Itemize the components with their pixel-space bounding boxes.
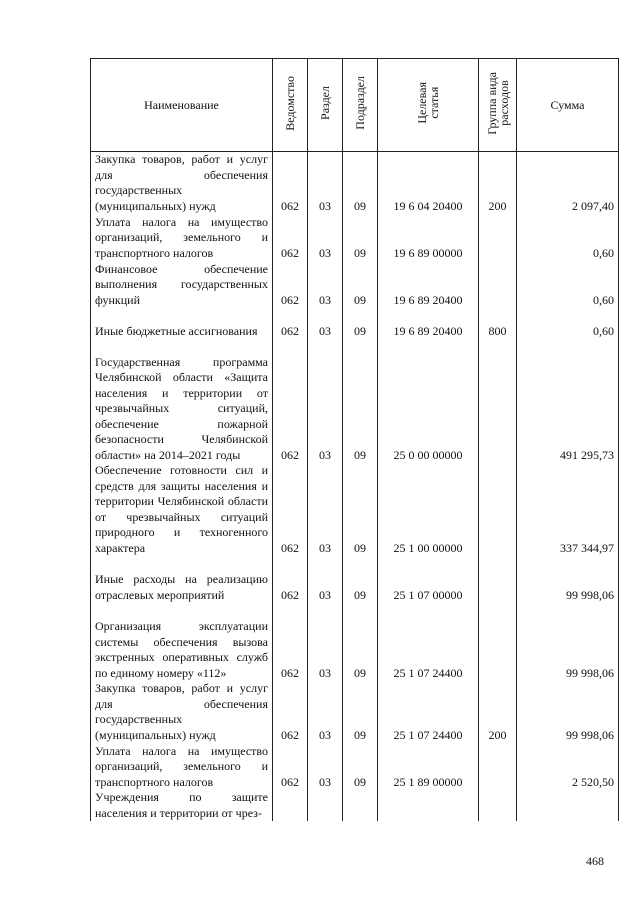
row-department: 062 <box>273 463 308 556</box>
header-name: Наименование <box>91 59 273 152</box>
header-section: Раздел <box>308 59 343 152</box>
table-row <box>91 339 619 463</box>
row-target-article: 19 6 89 20400 <box>378 308 479 339</box>
row-section: 03 <box>308 339 343 463</box>
row-department: 062 <box>273 743 308 790</box>
row-section: 03 <box>308 308 343 339</box>
row-section: 03 <box>308 152 343 215</box>
row-amount: 491 295,73 <box>517 339 619 463</box>
row-name: Уплата налога на имущество организаций, земельного и транспортного налогов <box>91 743 273 790</box>
row-name: Иные расходы на реализацию отраслевых мероприятий <box>91 556 273 603</box>
row-amount: 99 998,06 <box>517 556 619 603</box>
row-name: Иные бюджетные ассигнования <box>91 308 273 339</box>
row-department: 062 <box>273 339 308 463</box>
row-target-article: 25 1 07 24400 <box>378 681 479 743</box>
row-subsection: 09 <box>343 603 378 681</box>
row-name: Финансовое обеспечение выполнения государственных функций <box>91 261 273 308</box>
row-section <box>308 790 343 821</box>
row-target-article: 25 0 00 00000 <box>378 339 479 463</box>
header-amount: Сумма <box>517 59 619 152</box>
row-subsection: 09 <box>343 308 378 339</box>
row-expense-group <box>479 790 517 821</box>
row-subsection: 09 <box>343 681 378 743</box>
header-expense-group: Группа вида расходов <box>479 59 517 152</box>
row-name: Государственная программа Челябинской области «Защита населения и территории от чрезвычайных ситуаций, обеспечение пожарной безопасности Челябинской области» на 2014–2021 годы <box>91 339 273 463</box>
row-subsection: 09 <box>343 339 378 463</box>
row-name: Обеспечение готовности сил и средств для защиты населения и территории Челябинской области от чрезвычайных ситуаций природного и техногенного характера <box>91 463 273 556</box>
table-row <box>91 261 619 308</box>
row-amount: 337 344,97 <box>517 463 619 556</box>
row-expense-group <box>479 214 517 261</box>
row-section: 03 <box>308 681 343 743</box>
row-subsection: 09 <box>343 152 378 215</box>
row-name: Закупка товаров, работ и услуг для обеспечения государственных (муниципальных) нужд <box>91 681 273 743</box>
row-amount: 2 520,50 <box>517 743 619 790</box>
table-row <box>91 743 619 790</box>
row-amount: 0,60 <box>517 261 619 308</box>
row-section: 03 <box>308 463 343 556</box>
row-department: 062 <box>273 261 308 308</box>
row-department: 062 <box>273 556 308 603</box>
row-target-article: 25 1 89 00000 <box>378 743 479 790</box>
row-expense-group <box>479 603 517 681</box>
table-row <box>91 308 619 339</box>
row-section: 03 <box>308 556 343 603</box>
row-section: 03 <box>308 603 343 681</box>
row-amount <box>517 790 619 821</box>
row-expense-group: 200 <box>479 681 517 743</box>
row-subsection <box>343 790 378 821</box>
row-department: 062 <box>273 681 308 743</box>
table-row <box>91 603 619 681</box>
row-target-article: 25 1 00 00000 <box>378 463 479 556</box>
row-expense-group: 200 <box>479 152 517 215</box>
row-subsection: 09 <box>343 214 378 261</box>
row-amount: 0,60 <box>517 308 619 339</box>
table-header-row <box>91 59 619 152</box>
header-subsection: Подраздел <box>343 59 378 152</box>
row-amount: 2 097,40 <box>517 152 619 215</box>
row-target-article: 25 1 07 00000 <box>378 556 479 603</box>
row-expense-group: 800 <box>479 308 517 339</box>
page-number: 468 <box>586 854 604 868</box>
table-row <box>91 790 619 821</box>
row-department: 062 <box>273 152 308 215</box>
row-expense-group <box>479 556 517 603</box>
budget-table <box>90 58 619 821</box>
row-amount: 0,60 <box>517 214 619 261</box>
header-target-article: Целевая статья <box>378 59 479 152</box>
row-target-article: 19 6 89 00000 <box>378 214 479 261</box>
header-department: Ведомство <box>273 59 308 152</box>
row-target-article: 19 6 04 20400 <box>378 152 479 215</box>
row-name: Учреждения по защите населения и территории от чрез- <box>91 790 273 821</box>
row-department <box>273 790 308 821</box>
row-expense-group <box>479 339 517 463</box>
row-section: 03 <box>308 743 343 790</box>
row-amount: 99 998,06 <box>517 681 619 743</box>
row-subsection: 09 <box>343 556 378 603</box>
row-name: Организация эксплуатации системы обеспечения вызова экстренных оперативных служб по единому номеру «112» <box>91 603 273 681</box>
table-row <box>91 463 619 556</box>
row-target-article: 25 1 07 24400 <box>378 603 479 681</box>
row-department: 062 <box>273 603 308 681</box>
row-name: Уплата налога на имущество организаций, земельного и транспортного налогов <box>91 214 273 261</box>
row-subsection: 09 <box>343 463 378 556</box>
row-expense-group <box>479 743 517 790</box>
row-amount: 99 998,06 <box>517 603 619 681</box>
row-section: 03 <box>308 214 343 261</box>
row-target-article: 19 6 89 20400 <box>378 261 479 308</box>
row-target-article <box>378 790 479 821</box>
row-name: Закупка товаров, работ и услуг для обеспечения государственных (муниципальных) нужд <box>91 152 273 215</box>
row-expense-group <box>479 463 517 556</box>
table-row <box>91 556 619 603</box>
row-department: 062 <box>273 214 308 261</box>
row-expense-group <box>479 261 517 308</box>
table-row <box>91 214 619 261</box>
row-subsection: 09 <box>343 261 378 308</box>
row-section: 03 <box>308 261 343 308</box>
row-department: 062 <box>273 308 308 339</box>
table-row <box>91 152 619 215</box>
table-row <box>91 681 619 743</box>
row-subsection: 09 <box>343 743 378 790</box>
